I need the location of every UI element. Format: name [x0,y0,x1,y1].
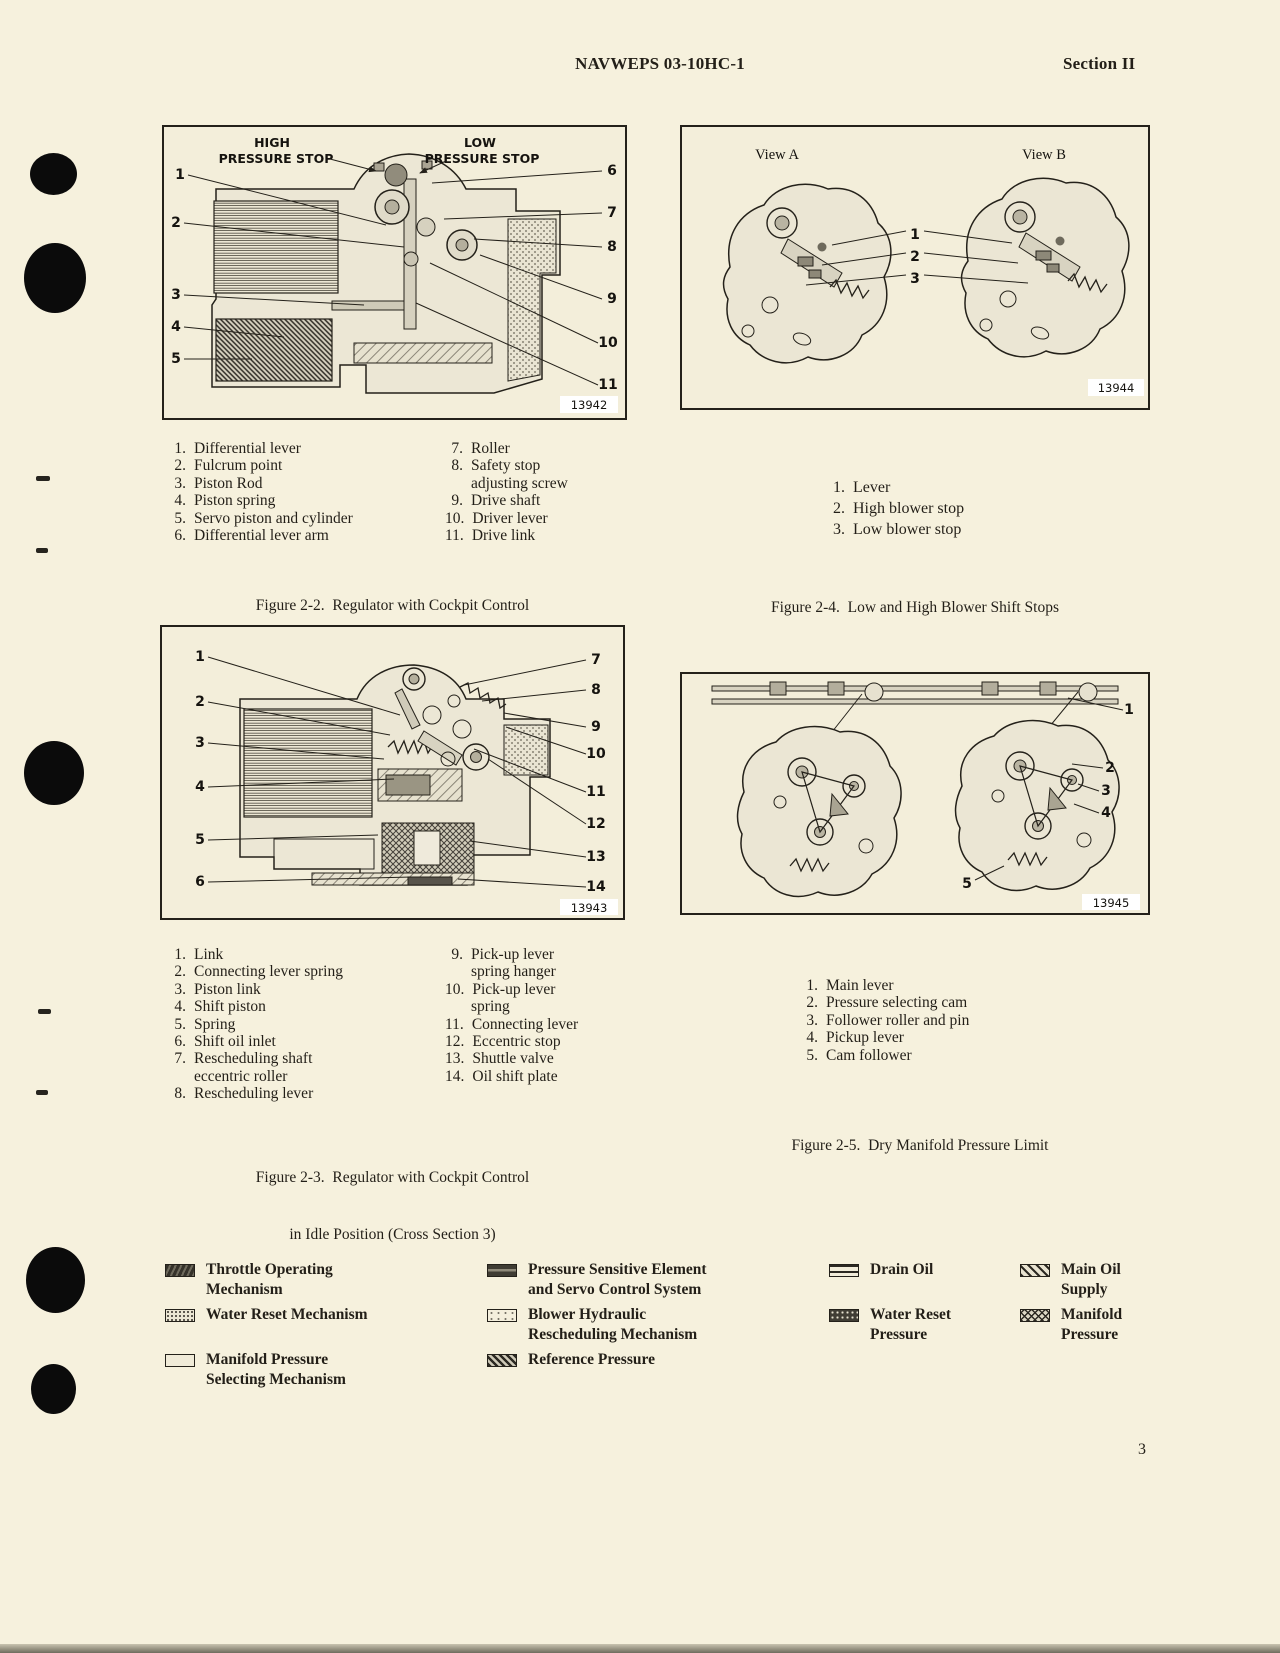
legend-item-throttle [165,1260,333,1300]
callout-6: 6 [195,874,205,890]
part-label: Piston spring [194,492,276,510]
part-item [445,527,568,544]
part-label: Main lever [826,977,894,994]
callout-2: 2 [1105,760,1115,776]
legend-label: Blower Hydraulic [528,1306,647,1323]
legend-item-manifold-pressure [1020,1305,1122,1345]
cam-assembly-view-right [956,721,1120,891]
part-label: Fulcrum point [194,457,283,475]
part-number: 2. [174,963,186,981]
part-item [445,1050,578,1067]
part-item [833,498,964,519]
control-rods [712,682,1118,732]
part-item [445,492,568,509]
figure-2-3-parts-col2 [445,946,578,1085]
caption-line: Figure 2-4. Low and High Blower Shift Stops [770,599,1060,616]
part-label: Piston link [194,980,261,998]
callout-2: 2 [195,694,205,710]
part-item [168,457,353,474]
blower-shift-view [724,184,891,363]
legend-label: Main Oil [1061,1261,1121,1278]
callout-10: 10 [586,746,606,762]
fig2-3-drawing [162,627,623,918]
part-label: Drive shaft [471,492,541,510]
part-number: 8. [174,1085,186,1103]
part-item [445,963,578,980]
part-number: 5. [174,509,186,527]
figure-2-4-image [680,125,1150,410]
section-title: Section II [1063,54,1136,73]
part-label: Eccentric stop [472,1033,561,1051]
part-number: 2. [806,994,818,1012]
fig2-4-drawing [682,127,1148,408]
part-number: 6. [174,527,186,545]
callout-3: 3 [195,735,205,751]
callout-1: 1 [1124,702,1134,718]
part-item [168,440,353,457]
part-item [168,492,353,509]
low-pressure-stop-label: PRESSURE STOP [424,151,540,166]
callout-2: 2 [910,249,920,265]
caption-line: Figure 2-3. Regulator with Cockpit Control [255,1169,530,1186]
callout-8: 8 [607,239,617,255]
part-number: 4. [806,1029,818,1047]
part-item [168,981,343,998]
legend-label: Pressure [870,1326,928,1343]
caption-line: Figure 2-2. Regulator with Cockpit Control [255,597,530,614]
regulator-cross-section-3 [240,665,550,885]
part-label: Piston Rod [194,474,263,492]
part-label: Rescheduling lever [194,1085,314,1103]
part-number: 11. [445,527,464,545]
caption-line: in Idle Position (Cross Section 3) [289,1226,496,1243]
water-reset-pressure-swatch-icon [829,1309,859,1322]
part-number: 1. [174,946,186,963]
part-number: 3. [833,521,845,538]
legend-item-drain-oil [829,1260,933,1280]
part-item [445,440,568,457]
legend-item-main-oil-supply [1020,1260,1121,1300]
regulator-cross-section-2 [212,154,560,393]
drain-oil-swatch-icon [829,1264,859,1277]
part-item [168,998,343,1015]
fig2-2-drawing [164,127,625,418]
part-label: Cam follower [826,1046,912,1064]
figure-2-2-parts-col1 [168,440,353,544]
part-item [168,1068,343,1085]
registration-dash [36,548,48,553]
pressure-sensitive-swatch-icon [487,1264,517,1277]
part-label: Shift oil inlet [194,1033,276,1051]
part-item [445,457,568,474]
figure-2-5-parts [800,977,969,1064]
part-item [168,475,353,492]
callout-9: 9 [607,291,617,307]
legend-label: Manifold Pressure [206,1351,329,1368]
part-label: Link [194,946,224,963]
servo-spring-shape [216,319,332,381]
callout-4: 4 [195,779,205,795]
figure-2-4-parts [833,477,964,540]
part-number [168,1068,194,1085]
photo-number: 13944 [1097,381,1135,395]
part-number: 1. [833,479,845,496]
callout-3: 3 [171,287,181,303]
part-item [445,946,578,963]
part-item [168,1085,343,1102]
part-number: 2. [174,457,186,475]
part-item [800,1012,969,1029]
part-number [445,475,471,492]
registration-dash [36,1090,48,1095]
bellows-assembly [214,201,338,293]
binder-hole-mark [26,1247,85,1313]
callout-4: 4 [1101,805,1111,821]
part-label: spring [471,998,510,1016]
blower-hydraulic-swatch-icon [487,1309,517,1322]
part-label: Driver lever [472,509,548,527]
part-item [445,1016,578,1033]
part-label: Connecting lever spring [194,963,343,981]
figure-2-5-caption [690,1098,1150,1174]
manifold-pressure-swatch-icon [1020,1309,1050,1322]
part-number: 9. [451,946,463,963]
part-number: 3. [806,1011,818,1029]
part-label: Shuttle valve [472,1050,554,1068]
part-number: 1. [806,977,818,994]
legend-label: Pressure Sensitive Element [528,1261,707,1278]
legend-label: Water Reset Mechanism [206,1306,368,1323]
part-label: Pick-up lever [472,980,556,998]
caption-line: Figure 2-5. Dry Manifold Pressure Limit [791,1137,1049,1154]
callout-12: 12 [586,816,606,832]
reference-pressure-swatch-icon [487,1354,517,1367]
callout-13: 13 [586,849,606,865]
part-label: Low blower stop [853,521,962,538]
callout-3: 3 [1101,783,1111,799]
legend-label: Pressure [1061,1326,1119,1343]
callout-1: 1 [910,227,920,243]
part-number [445,998,471,1015]
part-label: Pickup lever [826,1029,904,1047]
part-item [168,510,353,527]
part-number: 2. [833,500,845,517]
registration-dash [36,476,50,481]
figure-2-3-image [160,625,625,920]
piston-rod-shape [332,301,410,310]
part-item [445,1068,578,1085]
part-label: eccentric roller [194,1067,288,1085]
part-item [445,510,568,527]
legend-item-water-reset-pressure [829,1305,951,1345]
part-number: 9. [451,492,463,510]
high-pressure-stop-label: HIGH [254,135,290,150]
part-label: Rescheduling shaft [194,1050,313,1068]
part-label: High blower stop [853,500,965,517]
legend-label: Throttle Operating [206,1261,333,1278]
part-label: Differential lever [194,440,301,457]
photo-number: 13943 [570,901,608,915]
callout-1: 1 [195,649,205,665]
callout-8: 8 [591,682,601,698]
cam-assembly-view [738,727,902,897]
callout-14: 14 [586,879,606,895]
part-label: Spring [194,1015,236,1033]
callout-9: 9 [591,719,601,735]
part-number: 10. [445,509,465,527]
callout-7: 7 [591,652,601,668]
part-number: 13. [445,1050,465,1068]
photo-number: 13945 [1092,896,1130,910]
part-number: 11. [445,1015,464,1033]
part-number: 3. [174,980,186,998]
part-label: Safety stop [471,457,541,475]
part-item [833,477,964,498]
low-pressure-stop-label: LOW [464,135,496,150]
part-label: Connecting lever [471,1015,579,1033]
part-number [445,963,471,980]
callout-4: 4 [171,319,181,335]
part-label: Follower roller and pin [826,1011,970,1029]
scan-edge [0,1644,1280,1653]
figure-2-3-parts-col1 [168,946,343,1103]
part-number: 7. [451,440,463,457]
page-number: 3 [1138,1441,1146,1458]
part-label: Oil shift plate [472,1067,558,1085]
figure-2-2-image [162,125,627,420]
part-item [168,946,343,963]
part-item [168,1050,343,1067]
manifold-pressure-selecting-swatch-icon [165,1354,195,1367]
legend-item-blower-hydraulic [487,1305,697,1345]
legend-label: Rescheduling Mechanism [528,1326,698,1343]
part-item [800,977,969,994]
part-number: 6. [174,1033,186,1051]
part-item [168,963,343,980]
callout-2: 2 [171,215,181,231]
figure-2-2-parts-col2 [445,440,568,544]
part-item [445,475,568,492]
part-item [445,998,578,1015]
legend-label: Manifold [1061,1306,1123,1323]
view-b-label: View B [1022,147,1066,163]
part-number: 8. [451,457,463,475]
part-item [833,519,964,540]
part-label: Pick-up lever [471,946,555,963]
legend-label: Selecting Mechanism [206,1371,346,1388]
part-number: 5. [806,1046,818,1064]
legend-label: Supply [1061,1281,1108,1298]
part-item [445,1033,578,1050]
binder-hole-mark [30,153,77,195]
document-number: NAVWEPS 03-10HC-1 [575,54,745,73]
binder-hole-mark [24,741,84,805]
base-plate-shape [354,343,492,363]
part-item [800,994,969,1011]
part-number: 3. [174,474,186,492]
callout-11: 11 [598,377,618,393]
high-pressure-stop-label: PRESSURE STOP [218,151,334,166]
bellows-assembly [244,709,372,817]
part-label: Drive link [471,527,536,545]
part-item [168,1016,343,1033]
callout-7: 7 [607,205,617,221]
main-oil-supply-swatch-icon [1020,1264,1050,1277]
part-label: Differential lever arm [194,527,329,545]
part-number: 1. [174,440,186,457]
binder-hole-mark [31,1364,76,1414]
figure-2-3-caption [160,1130,625,1263]
part-label: Shift piston [194,998,266,1016]
part-number: 4. [174,492,186,510]
callout-5: 5 [171,351,181,367]
blower-shift-view-b [962,178,1129,357]
part-label: Servo piston and cylinder [194,509,353,527]
part-item [168,1033,343,1050]
callout-10: 10 [598,335,618,351]
water-reset-mechanism-swatch-icon [165,1309,195,1322]
callout-5: 5 [195,832,205,848]
throttle-mechanism-swatch-icon [165,1264,195,1277]
part-number: 12. [445,1033,465,1051]
part-item [168,527,353,544]
legend-label: Mechanism [206,1281,283,1298]
part-label: Pressure selecting cam [826,994,968,1012]
part-item [800,1047,969,1064]
part-number: 5. [174,1015,186,1033]
legend-item-water-reset-mechanism [165,1305,368,1325]
callout-1: 1 [175,167,185,183]
view-a-label: View A [755,147,799,163]
legend-label: Reference Pressure [528,1351,655,1368]
legend-label: and Servo Control System [528,1281,702,1298]
part-label: adjusting screw [471,474,568,492]
callout-3: 3 [910,271,920,287]
fig2-5-drawing [682,674,1148,913]
part-number: 14. [445,1067,465,1085]
binder-hole-mark [24,243,86,313]
photo-number: 13942 [570,398,608,412]
part-label: Lever [853,479,891,496]
part-item [445,981,578,998]
callout-6: 6 [607,163,617,179]
part-label: Roller [471,440,510,457]
figure-2-5-image [680,672,1150,915]
part-number: 4. [174,998,186,1016]
legend-label: Drain Oil [870,1261,934,1278]
callout-11: 11 [586,784,606,800]
part-item [800,1029,969,1046]
figure-2-4-caption [680,560,1150,636]
legend-item-pressure-sensitive [487,1260,707,1300]
legend-item-reference-pressure [487,1350,655,1370]
part-number: 10. [445,980,465,998]
part-label: spring hanger [471,963,556,981]
legend-item-manifold-pressure-selecting [165,1350,346,1390]
legend-label: Water Reset [870,1306,952,1323]
callout-5: 5 [962,876,972,892]
part-number: 7. [174,1050,186,1068]
registration-dash [38,1009,51,1014]
